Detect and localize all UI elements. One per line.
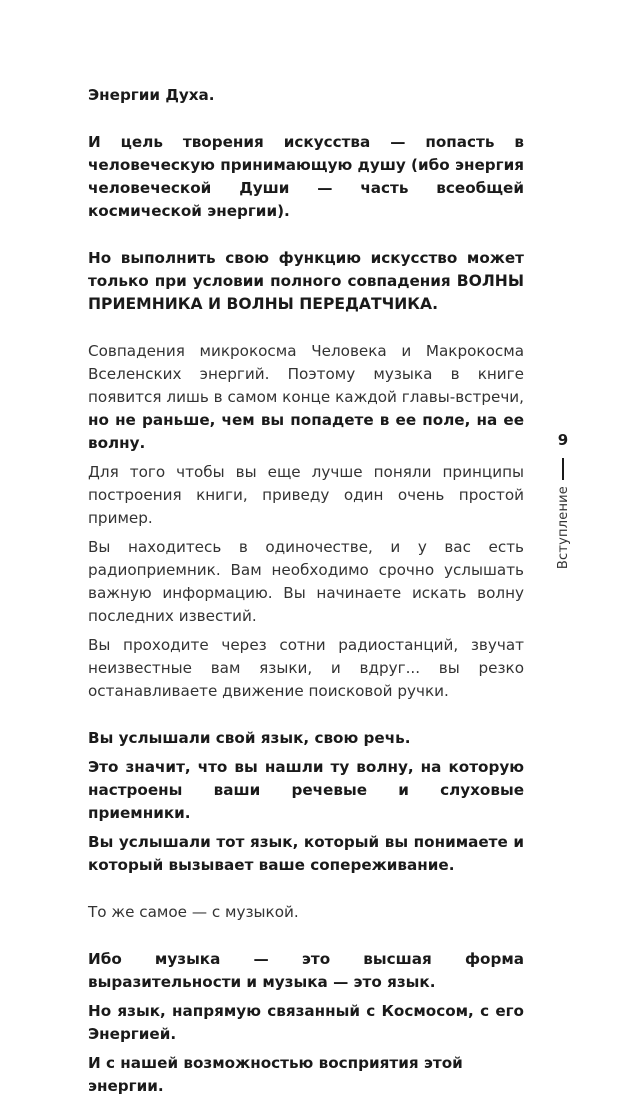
paragraph-3-text: Но выполнить свою функцию искусство может только при условии полного совпадения [88,249,524,290]
paragraph-1: Энергии Духа. [88,86,215,104]
paragraph-2: И цель творения искусства — попасть в человеческую принимающую душу (ибо энергия человеческой Души — часть всеобщей космической энергии). [88,133,524,220]
sidebar-rule [562,458,564,480]
paragraph-4-bold: но не раньше, чем вы попадете в ее поле, на ее волну. [88,411,524,452]
paragraph-6: Вы находитесь в одиночестве, и у вас есть радиоприемник. Вам необходимо срочно услышать важную информацию. Вы начинаете искать волну последних известий. [88,538,524,625]
paragraph-10: Вы услышали тот язык, который вы понимаете и который вызывает ваше сопереживание. [88,833,524,874]
paragraph-3-caps: ВОЛНЫ ПРИЕМНИКА И ВОЛНЫ ПЕРЕДАТЧИКА. [88,272,524,313]
paragraph-12: Ибо музыка — это высшая форма выразительности и музыка — это язык. [88,950,524,991]
page-number: 9 [557,431,569,449]
paragraph-5: Для того чтобы вы еще лучше поняли принципы построения книги, приведу один очень простой пример. [88,463,524,527]
paragraph-14: И с нашей возможностью восприятия этой энергии. [88,1054,463,1095]
running-title: Вступление [555,486,571,570]
page-body [88,84,524,1098]
paragraph-4 [88,340,524,455]
paragraph-9: Это значит, что вы нашли ту волну, на которую настроены ваши речевые и слуховые приемники. [88,758,524,822]
paragraph-7: Вы проходите через сотни радиостанций, звучат неизвестные вам языки, и вдруг... вы резко останавливаете движение поисковой ручки. [88,636,524,700]
paragraph-3 [88,247,524,316]
paragraph-13: Но язык, напрямую связанный с Космосом, с его Энергией. [88,1002,524,1043]
paragraph-8: Вы услышали свой язык, свою речь. [88,729,411,747]
paragraph-4-text: Совпадения микрокосма Человека и Макрокосма Вселенских энергий. Поэтому музыка в книге появится лишь в самом конце каждой главы-встречи, [88,342,524,406]
paragraph-11: То же самое — с музыкой. [88,903,299,921]
page-sidebar [548,430,578,569]
